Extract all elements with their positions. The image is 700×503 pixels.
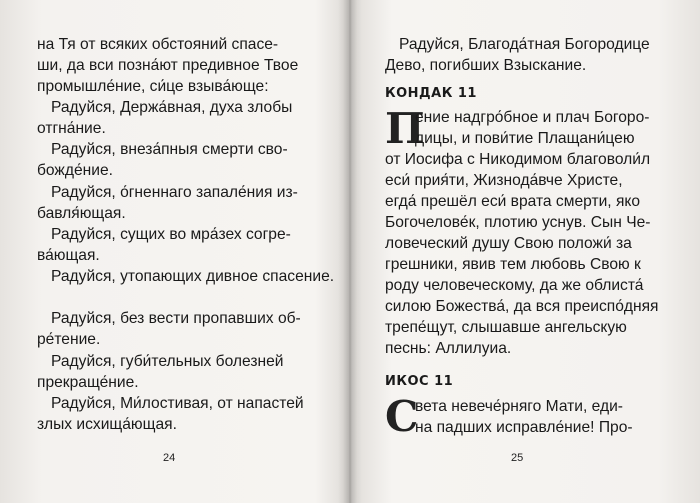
text-line: от Иосифа с Никодимом благоволи́л: [385, 151, 651, 168]
text-line: отгна́ние.: [37, 120, 106, 137]
kondak-heading: КОНДАК 11: [385, 86, 477, 101]
text-line: песнь: Аллилуиа.: [385, 340, 512, 357]
text-line: божде́ние.: [37, 162, 113, 179]
text-line: Радуйся, Ми́лостивая, от напастей: [51, 395, 304, 412]
text-line: Радуйся, утопающих дивное спасение.: [51, 268, 335, 285]
text-line: еси́ прия́ти, Жизнода́вче Христе,: [385, 172, 623, 189]
text-line: на падших исправле́ние! Про-: [415, 419, 633, 436]
text-line: трепе́щут, слышавше ангельскую: [385, 319, 627, 336]
text-line: Радуйся, губи́тельных болезней: [51, 353, 284, 370]
text-line: прекраще́ние.: [37, 374, 139, 391]
text-line: Радуйся, сущих во мра́зех согре-: [51, 226, 291, 243]
text-line: ва́ющая.: [37, 247, 100, 264]
text-line: Богочелове́к, плотию уснув. Сын Че-: [385, 214, 651, 231]
page-number: 24: [163, 452, 176, 464]
text-line: Радуйся, без вести пропавших об-: [51, 310, 301, 327]
text-line: промышле́ние, си́це взыва́юще:: [37, 78, 269, 95]
text-line: дицы, и пови́тие Плащани́цею: [415, 130, 635, 147]
text-line: грешники, явив тем любовь Свою к: [385, 256, 641, 273]
text-line: Радуйся, Благода́тная Богородице: [399, 36, 650, 53]
text-line: Радуйся, о́гненнаго запале́ния из-: [51, 184, 298, 201]
text-line: силою Божества́, да вся преиспо́дняя: [385, 298, 659, 315]
text-line: Радуйся, Держа́вная, духа злобы: [51, 99, 293, 116]
text-line: роду человеческому, да же облиста́: [385, 277, 644, 294]
text-line: на Тя от всяких обстояний спасе-: [37, 36, 279, 53]
drop-cap: С: [385, 392, 419, 441]
text-line: Дево, погибших Взыскание.: [385, 57, 587, 74]
left-page: [0, 0, 348, 503]
text-line: Радуйся, внеза́пныя смерти сво-: [51, 141, 288, 158]
ikos-heading: ИКОС 11: [385, 374, 454, 389]
drop-cap: П: [385, 104, 425, 153]
right-page: [352, 0, 700, 503]
text-line: ре́тение.: [37, 331, 101, 348]
text-line: ловеческий душу Свою положи́ за: [385, 235, 632, 252]
text-line: ши, да вси позна́ют предивное Твое: [37, 57, 299, 74]
text-line: егда́ прешёл еси́ врата смерти, яко: [385, 193, 641, 210]
text-line: злых исхища́ющая.: [37, 416, 177, 433]
text-line: вета невече́рняго Мати, еди-: [415, 398, 624, 415]
page-number: 25: [511, 452, 524, 464]
text-line: ение надгро́бное и плач Богоро-: [415, 109, 650, 126]
text-line: бавля́ющая.: [37, 205, 126, 222]
